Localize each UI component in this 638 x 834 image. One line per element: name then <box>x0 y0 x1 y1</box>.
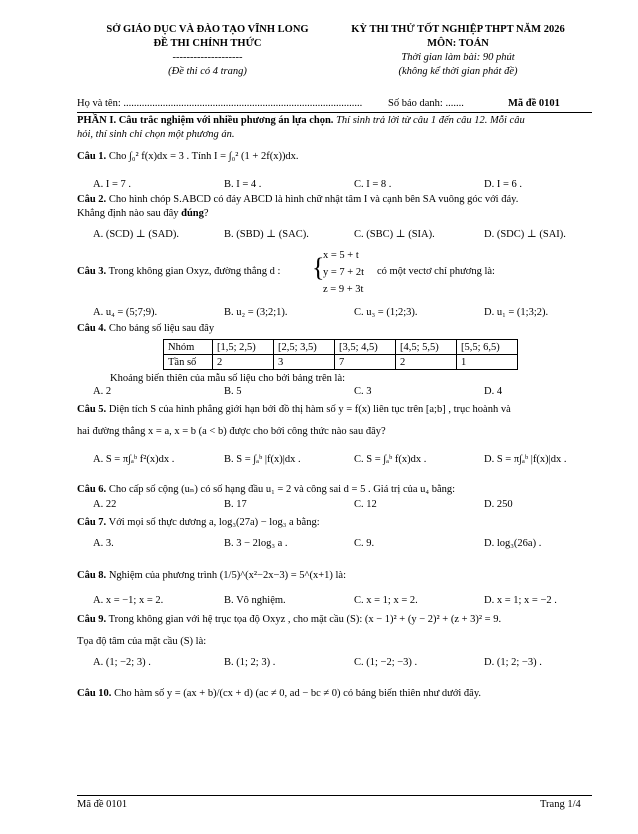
footer-exam-code: Mã đề 0101 <box>77 799 128 810</box>
table-cell: [2,5; 3,5) <box>274 340 335 355</box>
system-eq-3: z = 9 + 3t <box>323 284 364 295</box>
q8-option-d[interactable]: D. x = 1; x = −2 . <box>484 595 557 606</box>
question-5-line2: hai đường thẳng x = a, x = b (a < b) được cho bởi công thức nào sau đây? <box>77 426 386 437</box>
question-2: Câu 2. Cho hình chóp S.ABCD có đáy ABCD là hình chữ nhật tâm I và cạnh bên SA vuông góc với đáy. <box>77 194 519 205</box>
question-7: Câu 7. Với mọi số thực dương a, log₃(27a) − log₃ a bằng: <box>77 517 320 528</box>
table-cell: 7 <box>335 355 396 370</box>
footer-line <box>77 795 592 796</box>
table-cell: [3,5; 4,5) <box>335 340 396 355</box>
question-3: Câu 3. Trong không gian Oxyz, đường thẳng d : <box>77 266 281 277</box>
q6-option-b[interactable]: B. 17 <box>224 499 247 510</box>
system-eq-2: y = 7 + 2t <box>323 267 365 278</box>
q7-option-a[interactable]: A. 3. <box>93 538 114 549</box>
table-cell: Tần số <box>164 355 213 370</box>
q1-option-c[interactable]: C. I = 8 . <box>354 179 392 190</box>
table-cell: [5,5; 6,5) <box>457 340 518 355</box>
question-10: Câu 10. Cho hàm số y = (ax + b)/(cx + d) (ac ≠ 0, ad − bc ≠ 0) có bảng biến thiên như dưới đây. <box>77 688 482 699</box>
q2-option-b[interactable]: B. (SBD) ⊥ (SAC). <box>224 229 309 240</box>
school-name: SỞ GIÁO DỤC VÀ ĐÀO TẠO VĨNH LONG <box>106 24 309 35</box>
duration-note: (không kể thời gian phát đề) <box>398 66 518 77</box>
q7-option-b[interactable]: B. 3 − 2log₃ a . <box>224 538 288 549</box>
q3-option-b[interactable]: B. u₂ = (3;2;1). <box>224 307 288 318</box>
table-row <box>164 340 518 355</box>
table-cell: [1,5; 2,5) <box>213 340 274 355</box>
part1-instruction: hỏi, thí sinh chỉ chọn một phương án. <box>77 129 235 140</box>
question-4-prompt: Khoảng biến thiên của mẫu số liệu cho bởi bảng trên là: <box>110 373 346 384</box>
question-3-tail: có một vectơ chỉ phương là: <box>377 266 495 277</box>
q4-option-c[interactable]: C. 3 <box>354 386 372 397</box>
q4-option-d[interactable]: D. 4 <box>484 386 503 397</box>
q1-option-d[interactable]: D. I = 6 . <box>484 179 523 190</box>
part1-heading: PHẦN I. Câu trắc nghiệm với nhiều phương án lựa chọn. Thí sinh trả lời từ câu 1 đến câu 12. Mỗi câu <box>77 115 525 126</box>
q1-option-a[interactable]: A. I = 7 . <box>93 179 132 190</box>
question-2-line2: Khẳng định nào sau đây đúng? <box>77 208 209 219</box>
exam-code: Mã đề 0101 <box>508 98 560 109</box>
q9-option-d[interactable]: D. (1; 2; −3) . <box>484 657 542 668</box>
candidate-name-field: Họ và tên: ........................................................................................... <box>77 98 363 109</box>
table-cell: 2 <box>396 355 457 370</box>
page-count-note: (Đề thi có 4 trang) <box>168 66 247 77</box>
q2-option-c[interactable]: C. (SBC) ⊥ (SIA). <box>354 229 435 240</box>
official-exam-label: ĐỀ THI CHÍNH THỨC <box>153 38 262 49</box>
q3-option-c[interactable]: C. u₃ = (1;2;3). <box>354 307 418 318</box>
system-brace: { <box>312 253 325 282</box>
q7-option-c[interactable]: C. 9. <box>354 538 375 549</box>
header-divider: -------------------- <box>172 52 243 63</box>
q5-option-d[interactable]: D. S = π∫ₐᵇ |f(x)|dx . <box>484 454 567 465</box>
question-5: Câu 5. Diện tích S của hình phẳng giới hạn bởi đồ thị hàm số y = f(x) liên tục trên [a;b] , trục hoành và <box>77 404 511 415</box>
q9-option-b[interactable]: B. (1; 2; 3) . <box>224 657 276 668</box>
question-9-line2: Tọa độ tâm của mặt cầu (S) là: <box>77 636 207 647</box>
q4-option-b[interactable]: B. 5 <box>224 386 242 397</box>
candidate-id-field: Số báo danh: ....... <box>388 98 464 109</box>
q5-option-b[interactable]: B. S = ∫ₐᵇ |f(x)|dx . <box>224 454 301 465</box>
q9-option-c[interactable]: C. (1; −2; −3) . <box>354 657 418 668</box>
q7-option-d[interactable]: D. log₃(26a) . <box>484 538 542 549</box>
q2-option-a[interactable]: A. (SCD) ⊥ (SAD). <box>93 229 179 240</box>
table-cell: 2 <box>213 355 274 370</box>
question-1: Câu 1. Cho ∫₀² f(x)dx = 3 . Tính I = ∫₀² (1 + 2f(x))dx. <box>77 151 299 162</box>
q1-option-b[interactable]: B. I = 4 . <box>224 179 262 190</box>
question-4: Câu 4. Cho bảng số liệu sau đây <box>77 323 215 334</box>
separator-line <box>77 112 592 113</box>
q6-option-a[interactable]: A. 22 <box>93 499 117 510</box>
question-9: Câu 9. Trong không gian với hệ trục tọa độ Oxyz , cho mặt cầu (S): (x − 1)² + (y − 2)² + (z + 3)² = 9. <box>77 614 502 625</box>
q5-option-c[interactable]: C. S = ∫ₐᵇ f(x)dx . <box>354 454 427 465</box>
q8-option-c[interactable]: C. x = 1; x = 2. <box>354 595 418 606</box>
system-eq-1: x = 5 + t <box>323 250 359 261</box>
table-row <box>164 355 518 370</box>
question-6: Câu 6. Cho cấp số cộng (uₙ) có số hạng đầu u₁ = 2 và công sai d = 5 . Giá trị của u₄ bằng: <box>77 484 456 495</box>
table-cell: 3 <box>274 355 335 370</box>
q8-option-a[interactable]: A. x = −1; x = 2. <box>93 595 164 606</box>
table-cell: 1 <box>457 355 518 370</box>
question-8: Câu 8. Nghiệm của phương trình (1/5)^(x²−2x−3) = 5^(x+1) là: <box>77 570 346 581</box>
q8-option-b[interactable]: B. Vô nghiệm. <box>224 595 286 606</box>
table-cell: Nhóm <box>164 340 213 355</box>
q3-option-a[interactable]: A. u₄ = (5;7;9). <box>93 307 158 318</box>
table-cell: [4,5; 5,5) <box>396 340 457 355</box>
q5-option-a[interactable]: A. S = π∫ₐᵇ f²(x)dx . <box>93 454 175 465</box>
q6-option-c[interactable]: C. 12 <box>354 499 377 510</box>
q2-option-d[interactable]: D. (SDC) ⊥ (SAI). <box>484 229 566 240</box>
q6-option-d[interactable]: D. 250 <box>484 499 513 510</box>
q3-option-d[interactable]: D. u₁ = (1;3;2). <box>484 307 549 318</box>
frequency-table <box>163 339 518 370</box>
q4-option-a[interactable]: A. 2 <box>93 386 112 397</box>
page-number: Trang 1/4 <box>540 799 581 810</box>
duration: Thời gian làm bài: 90 phút <box>401 52 515 63</box>
subject: MÔN: TOÁN <box>427 38 489 49</box>
q9-option-a[interactable]: A. (1; −2; 3) . <box>93 657 151 668</box>
exam-title: KỲ THI THỬ TỐT NGHIỆP THPT NĂM 2026 <box>351 24 565 35</box>
